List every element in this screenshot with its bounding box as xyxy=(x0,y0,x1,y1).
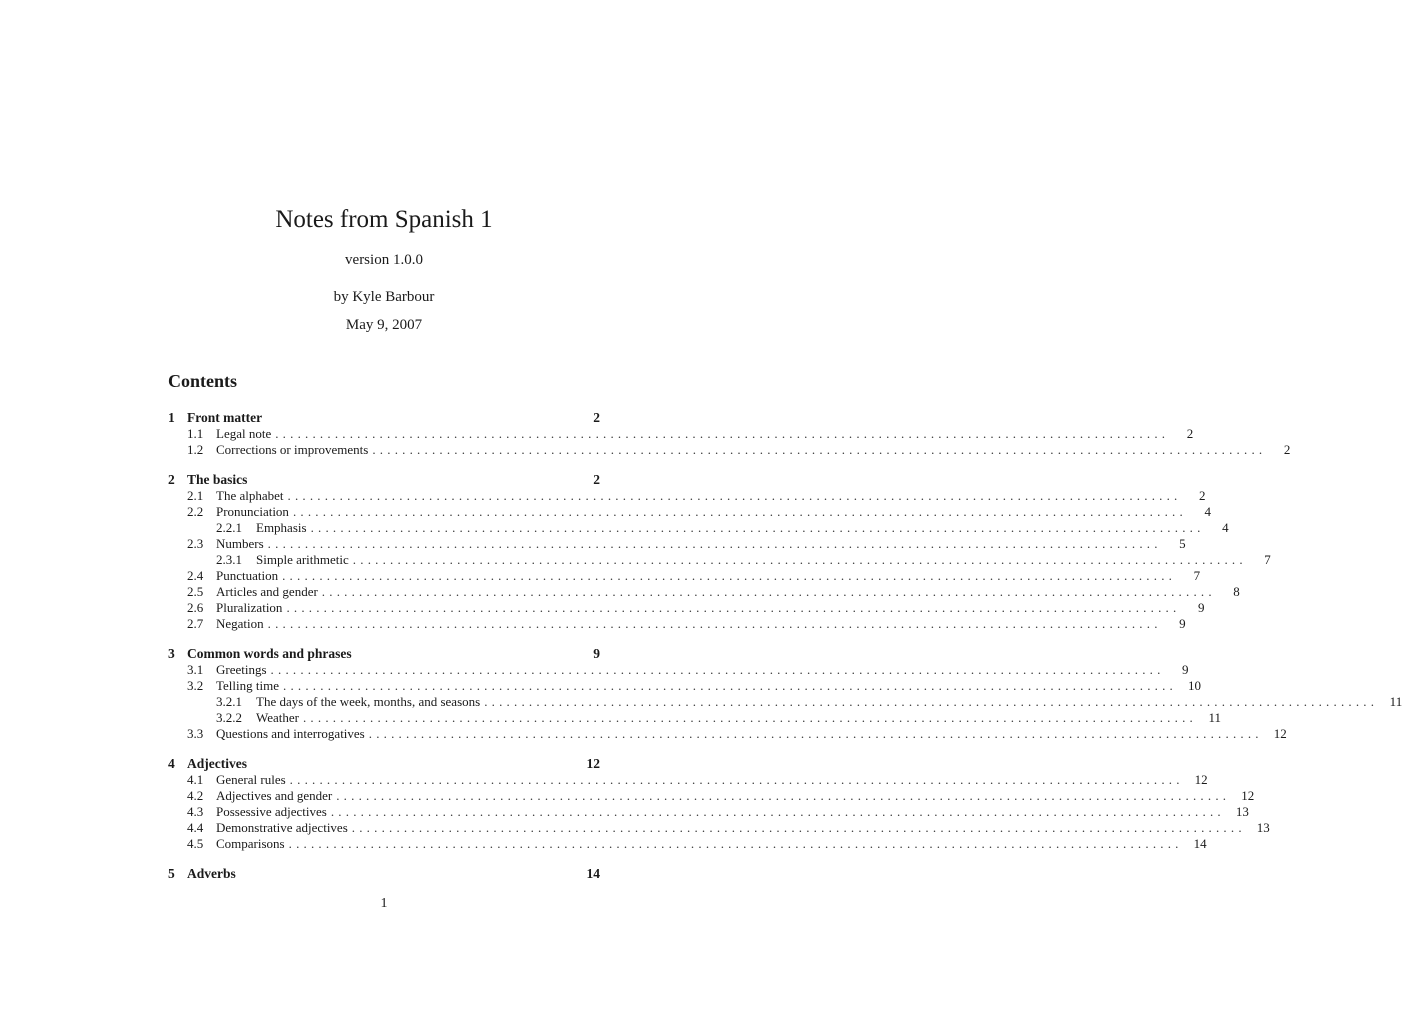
toc-section-entry[interactable] xyxy=(168,471,600,488)
toc-entry[interactable] xyxy=(168,662,1189,678)
toc-section xyxy=(168,755,1270,852)
toc-entry-number: 5 xyxy=(168,866,175,881)
toc-entry-number: 2.5 xyxy=(187,584,204,599)
toc-section-entry[interactable] xyxy=(168,409,600,426)
toc-entry-page: 13 xyxy=(1256,820,1270,835)
toc-entry-label: Pronunciation xyxy=(216,504,289,519)
toc-entry-label: Possessive adjectives xyxy=(216,804,327,819)
toc-section-entry[interactable] xyxy=(168,865,600,882)
toc-entry-number: 1.1 xyxy=(187,426,204,441)
table-of-contents xyxy=(168,370,1402,895)
toc-entry-label: Numbers xyxy=(216,536,264,551)
toc-entry-label: Pluralization xyxy=(216,600,283,615)
toc-entry[interactable] xyxy=(168,504,1211,520)
toc-entry-page: 14 xyxy=(1193,836,1207,851)
toc-entry-label: Adjectives and gender xyxy=(216,788,333,803)
toc-entry-page: 12 xyxy=(1241,788,1255,803)
toc-leader-dots: ........................................................................................................................ xyxy=(288,836,1183,851)
toc-entry-label: Front matter xyxy=(187,410,263,425)
toc-leader-dots: ........................................................................................................................ xyxy=(289,772,1184,787)
toc-entry-label: Adjectives xyxy=(187,756,247,771)
toc-leader-dots: ........................................................................................................................ xyxy=(352,552,1247,567)
document-author: by Kyle Barbour xyxy=(333,289,435,305)
toc-entry-label: Corrections or improvements xyxy=(216,442,369,457)
toc-entry-label: Common words and phrases xyxy=(187,646,352,661)
toc-entry-page: 2 xyxy=(1199,488,1206,503)
toc-entry[interactable] xyxy=(168,694,1402,710)
toc-entry-label: Legal note xyxy=(216,426,272,441)
toc-leader-dots: ........................................................................................................................ xyxy=(270,662,1165,677)
toc-entry-label: Weather xyxy=(256,710,299,725)
toc-entry-page: 12 xyxy=(1194,772,1208,787)
toc-entry-page: 5 xyxy=(1179,536,1186,551)
toc-entry[interactable] xyxy=(168,536,1186,552)
toc-entry-label: Simple arithmetic xyxy=(256,552,349,567)
toc-leader-dots: ........................................................................................................................ xyxy=(336,788,1231,803)
toc-entry-number: 4.5 xyxy=(187,836,204,851)
toc-leader-dots: ........................................................................................................................ xyxy=(302,710,1197,725)
toc-entry[interactable] xyxy=(168,520,1229,536)
toc-entry-label: Adverbs xyxy=(187,866,236,881)
toc-entry[interactable] xyxy=(168,568,1201,584)
toc-entry-page: 7 xyxy=(1264,552,1271,567)
toc-entry[interactable] xyxy=(168,584,1240,600)
toc-entry[interactable] xyxy=(168,836,1207,852)
toc-entry[interactable] xyxy=(168,488,1206,504)
toc-entry-page: 11 xyxy=(1389,694,1402,709)
toc-entry-label: General rules xyxy=(216,772,286,787)
toc-entry-page: 11 xyxy=(1208,710,1221,725)
toc-entry-number: 2.4 xyxy=(187,568,204,583)
toc-leader-dots: ........................................................................................................................ xyxy=(275,426,1170,441)
toc-entry-number: 3.2.2 xyxy=(216,710,242,725)
toc-entry-page: 13 xyxy=(1235,804,1249,819)
toc-entry-page: 10 xyxy=(1188,678,1201,693)
toc-entry[interactable] xyxy=(168,552,1271,568)
toc-entry-number: 2 xyxy=(168,472,175,487)
toc-entry-label: Punctuation xyxy=(216,568,279,583)
toc-entry-page: 9 xyxy=(1197,600,1205,615)
toc-leader-dots: ........................................................................................................................ xyxy=(283,678,1177,693)
toc-entry-number: 3.3 xyxy=(187,726,204,741)
toc-entry-number: 1.2 xyxy=(187,442,204,457)
toc-entry-number: 2.2.1 xyxy=(216,520,242,535)
toc-entry[interactable] xyxy=(168,726,1287,742)
toc-entry[interactable] xyxy=(168,788,1255,804)
toc-entry-number: 4.2 xyxy=(187,788,204,803)
toc-leader-dots: ........................................................................................................................ xyxy=(287,488,1182,503)
document-title: Notes from Spanish 1 xyxy=(275,206,493,233)
toc-section xyxy=(168,645,1402,742)
toc-section xyxy=(168,471,1271,632)
toc-entry-number: 3 xyxy=(168,646,175,661)
toc-leader-dots: ........................................................................................................................ xyxy=(292,504,1187,519)
toc-leader-dots: ........................................................................................................................ xyxy=(351,820,1246,835)
toc-entry-number: 3.1 xyxy=(187,662,204,677)
toc-entry-page: 2 xyxy=(593,472,600,487)
toc-entry-number: 2.3 xyxy=(187,536,204,551)
toc-entry-label: Greetings xyxy=(216,662,267,677)
toc-entry-page: 14 xyxy=(586,866,600,881)
toc-entry-number: 2.3.1 xyxy=(216,552,242,567)
toc-entry-page: 4 xyxy=(1222,520,1229,535)
toc-entry[interactable] xyxy=(168,820,1270,836)
toc-entry[interactable] xyxy=(168,426,1194,442)
toc-entry-label: Demonstrative adjectives xyxy=(216,820,348,835)
toc-entry-page: 9 xyxy=(1179,616,1186,631)
toc-entry-label: Negation xyxy=(216,616,264,631)
toc-section-entry[interactable] xyxy=(168,755,600,772)
toc-entry-page: 4 xyxy=(1204,504,1211,519)
toc-entry[interactable] xyxy=(168,804,1249,820)
page-number: 1 xyxy=(380,896,388,911)
toc-entry[interactable] xyxy=(168,710,1221,726)
toc-entry[interactable] xyxy=(168,442,1291,458)
toc-entry-number: 1 xyxy=(168,410,175,425)
toc-entry-label: Emphasis xyxy=(256,520,307,535)
toc-leader-dots: ........................................................................................................................ xyxy=(267,616,1162,631)
toc-entry-label: The days of the week, months, and seasons xyxy=(256,694,481,709)
toc-entry-label: The basics xyxy=(187,472,248,487)
document-version: version 1.0.0 xyxy=(345,252,423,268)
toc-section xyxy=(168,865,600,882)
toc-entry-label: Questions and interrogatives xyxy=(216,726,365,741)
toc-leader-dots: ........................................................................................................................ xyxy=(310,520,1205,535)
toc-entry-number: 2.7 xyxy=(187,616,204,631)
toc-entry-page: 7 xyxy=(1193,568,1201,583)
toc-entry-number: 3.2.1 xyxy=(216,694,242,709)
toc-entry-label: The alphabet xyxy=(216,488,284,503)
toc-entry-page: 12 xyxy=(586,756,600,771)
toc-leader-dots: ........................................................................................................................ xyxy=(330,804,1225,819)
toc-entry-number: 2.1 xyxy=(187,488,204,503)
toc-entry-page: 9 xyxy=(1182,662,1189,677)
toc-entry-page: 2 xyxy=(1186,426,1194,441)
toc-entry-number: 2.6 xyxy=(187,600,204,615)
toc-entry-number: 4 xyxy=(168,756,175,771)
toc-entry[interactable] xyxy=(168,616,1186,632)
toc-leader-dots: ........................................................................................................................ xyxy=(368,726,1263,741)
toc-leader-dots: ........................................................................................................................ xyxy=(321,584,1216,599)
toc-entry-page: 2 xyxy=(1283,442,1291,457)
title-block xyxy=(0,203,768,335)
toc-section xyxy=(168,409,1291,458)
toc-entry-label: Telling time xyxy=(216,678,279,693)
toc-leader-dots: ........................................................................................................................ xyxy=(484,694,1379,709)
toc-section-entry[interactable] xyxy=(168,645,600,662)
toc-entry-number: 4.4 xyxy=(187,820,204,835)
toc-entry-page: 2 xyxy=(593,410,600,425)
toc-entry-page: 9 xyxy=(593,646,600,661)
toc-entry-number: 2.2 xyxy=(187,504,204,519)
toc-leader-dots: ........................................................................................................................ xyxy=(267,536,1162,551)
toc-entry-number: 4.3 xyxy=(187,804,204,819)
toc-entry-label: Comparisons xyxy=(216,836,285,851)
toc-entry-page: 12 xyxy=(1273,726,1287,741)
toc-entry[interactable] xyxy=(168,600,1205,616)
toc-body xyxy=(168,409,1402,882)
toc-entry-label: Articles and gender xyxy=(216,584,318,599)
document-date: May 9, 2007 xyxy=(345,317,423,333)
toc-leader-dots: ........................................................................................................................ xyxy=(372,442,1267,457)
toc-entry-number: 3.2 xyxy=(187,678,204,693)
toc-entry-number: 4.1 xyxy=(187,772,204,787)
toc-leader-dots: ........................................................................................................................ xyxy=(282,568,1177,583)
toc-heading: Contents xyxy=(168,371,238,391)
toc-entry[interactable] xyxy=(168,772,1208,788)
toc-entry-page: 8 xyxy=(1233,584,1240,599)
toc-entry[interactable] xyxy=(168,678,1201,694)
toc-leader-dots: ........................................................................................................................ xyxy=(286,600,1181,615)
